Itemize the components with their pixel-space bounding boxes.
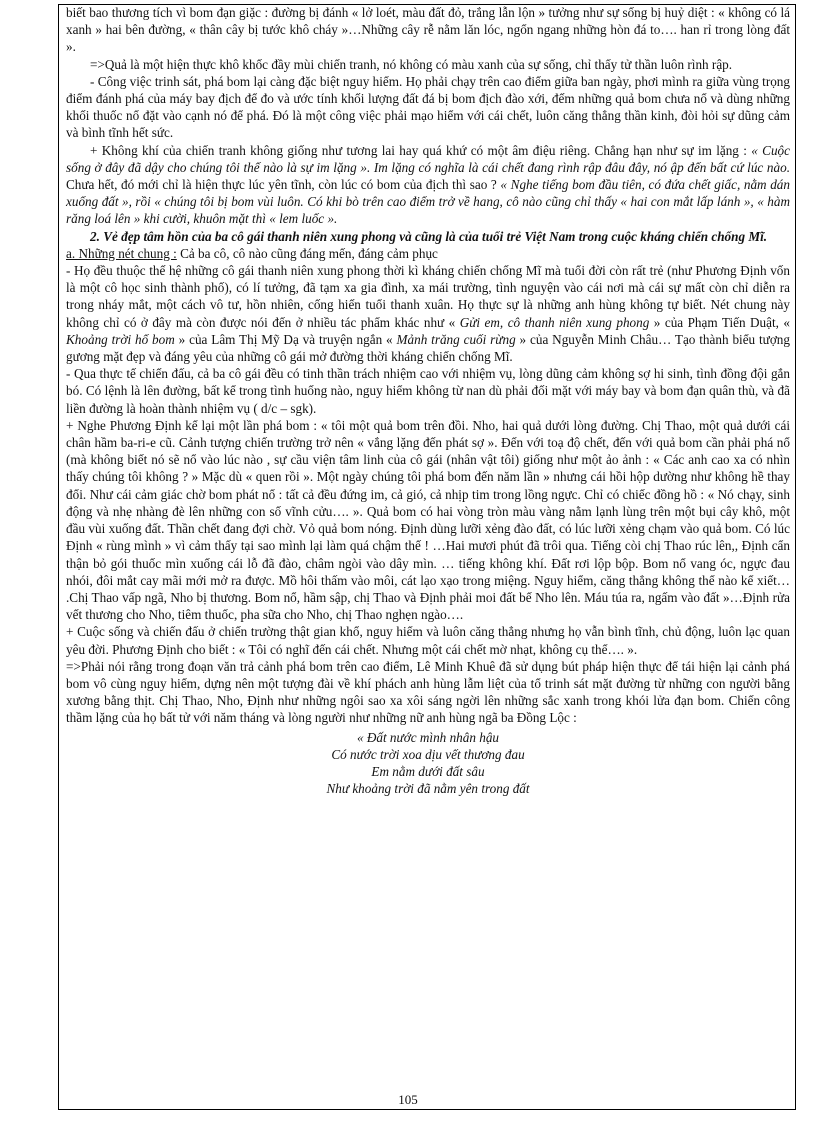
- paragraph-1: biết bao thương tích vì bom đạn giặc : đường bị đánh « lở loét, màu đất đỏ, trắng lẫn lộn » tưởng như sự sống bị huỷ diệt : « không có lá xanh » hai bên đường, « thân cây bị tước khô cháy »…Những cây rễ nằm lăn lóc, ngổn ngang những hòn đá to…. han rỉ trong lòng đất ».: [66, 5, 790, 55]
- paragraph-silence: [66, 142, 790, 228]
- work-title-3: Mảnh trăng cuối rừng: [396, 331, 516, 347]
- subsection-a-label: a. Những nét chung :: [66, 245, 177, 261]
- paragraph-bomb-story: + Nghe Phương Định kể lại một lần phá bom : « tôi một quả bom trên đồi. Nho, hai quả dưới lòng đường. Chị Thao, một quả dưới cái chân hầm ba-ri-e cũ. Cảnh tượng chiến trường trở nên « vắng lặng đến phát sợ ». Đến với toạ độ chết, đến với quả bom cần phải phá nổ (mà không biết nó sẽ nổ vào lúc nào , sự cầu viện tâm linh của cô gái (nhân vật tôi) giống như một ảo ảnh : « Các anh cao xa có nhìn thấy chúng tôi không ? » Mặc dù « quen rồi ». Một ngày chúng tôi phá bom đến năm lần » nhưng cái hồi hộp dường như không hề thay đổi. Như cái cảm giác chờ bom phát nổ : tất cả đều đứng im, cả gió, cả nhịp tim trong lồng ngực. Chỉ có chiếc đồng hồ : « Nó chạy, sinh động và nhẹ nhàng đè lên những con số vĩnh cửu…. ». Quả bom có hai vòng tròn màu vàng nằm lạnh lùng trên một bụi cây khô, một đầu vùi xuống đất. Thần chết đang đợi chờ. Vỏ quả bom nóng. Định dùng lưỡi xẻng đào đất, có lúc lưỡi xẻng chạm vào quả bom. Có lúc Định « rùng mình » vì cảm thấy tại sao mình lại làm quá chậm thế ! …Hai mươi phút đã trôi qua. Tiếng còi chị Thao rúc lên,, Định cẩn thận bỏ gói thuốc mìn xuống cái lỗ đã đào, châm ngòi vào dây mìn. … tiếng không khí. Đất rơi lộp bộp. Bom nổ vang óc, ngực đau nhói, đôi mắt cay mãi mới mở ra được. Mồ hôi thấm vào môi, cát lạo xạo trong miệng. Nguy hiểm, căng thẳng không thể nào kể xiết… .Chị Thao vấp ngã, Nho bị thương. Bom nổ, hầm sập, chị Thao và Định phải moi đất bế Nho lên. Máu túa ra, ngấm vào đất »…Định rửa vết thương cho Nho, tiêm thuốc, pha sữa cho Nho, chị Thao nghẹn ngào….: [66, 417, 790, 623]
- poem-quote: [66, 729, 790, 798]
- poem-line: « Đất nước mình nhân hậu: [356, 729, 500, 745]
- work-title-2: Khoảng trời hố bom: [66, 331, 175, 347]
- page-number: 105: [398, 1092, 418, 1107]
- silence-quote-a: « Cuộc sống ở đây đã dậy cho chúng tôi thế nào là sự im lặng ». Im lặng có nghĩa là cái chết đang rình rập đâu đây, nó ập đến bất cứ lúc nào.: [66, 142, 790, 175]
- paragraph-conclusion-2: =>Phải nói rằng trong đoạn văn trả cảnh phá bom trên cao điểm, Lê Minh Khuê đã sử dụng bút pháp hiện thực để tái hiện lại cảnh phá bom vô cùng nguy hiểm, dựng nên một tượng đài về khí phách anh hùng lẫm liệt của tổ trinh sát mặt đường từ những con người bằng xương bằng thịt. Chị Thao, Nho, Định như những ngôi sao xa xôi sáng ngời lên những sắc xanh trong khói lửa đạn bom. Chiến công thầm lặng của họ bất tử với năm tháng và lòng người như những nữ anh hùng ngã ba Đồng Lộc :: [66, 658, 790, 726]
- traits-text-c: » của Lâm Thị Mỹ Dạ và truyện ngắn «: [174, 331, 397, 347]
- subsection-a: [66, 245, 790, 262]
- traits-text-d: » của Nguyễn Minh Châu… Tạo thành biểu tượng gương mặt đẹp và đáng yêu của những cô gái mở đường thời kháng chiến chống Mĩ.: [66, 331, 790, 365]
- silence-text-b: Chưa hết, đó mới chỉ là hiện thực lúc yên tĩnh, còn lúc có bom của địch thì sao ?: [66, 177, 501, 193]
- paragraph-optimism: + Cuộc sống và chiến đấu ở chiến trường thật gian khổ, nguy hiểm và luôn căng thẳng nhưng họ vẫn bình tĩnh, chủ động, luôn lạc quan yêu đời. Phương Định cho biết : « Tôi có nghĩ đến cái chết. Nhưng một cái chết mờ nhạt, không cụ thể…. ».: [66, 624, 790, 657]
- paragraph-common-traits: [66, 262, 790, 365]
- paragraph-recon-work: - Công việc trinh sát, phá bom lại càng đặc biệt nguy hiểm. Họ phải chạy trên cao điểm giữa ban ngày, phơi mình ra giữa vùng trọng điểm đánh phá của máy bay địch để đo và ước tính khối lượng đất đá bị bom địch đào xới, đếm những quả bom chưa nổ và dùng những khối thuốc nổ đặt vào cạnh nó để phá. Đó là một công việc phải mạo hiểm với cái chết, luôn căng thẳng thần kinh, đòi hỏi sự dũng cảm và bình tĩnh hết sức.: [66, 73, 790, 141]
- paragraph-responsibility: - Qua thực tế chiến đấu, cả ba cô gái đều có tinh thần trách nhiệm cao với nhiệm vụ, lòng dũng cảm không sợ hi sinh, tình đồng đội gắn bó. Có lệnh là lên đường, bất kể trong tình huống nào, nguy hiểm không từ nan dù phải đối mặt với máy bay và bom đạn quân thù, và đã liền đường là hoàn thành nhiệm vụ ( d/c – sgk).: [66, 366, 790, 416]
- subsection-a-text: Cả ba cô, cô nào cũng đáng mến, đáng cảm phục: [176, 245, 438, 261]
- work-title-1: Gửi em, cô thanh niên xung phong: [459, 314, 650, 330]
- document-body: [66, 4, 790, 797]
- poem-line: Có nước trời xoa dịu vết thương đau: [331, 746, 525, 762]
- silence-quote-b: « Nghe tiếng bom đầu tiên, có đứa chết giấc, nằm dán xuống đất », rồi « chúng tôi bị bom vùi luôn. Có khi bò trên cao điểm trở về hang, cô nào cũng chỉ thấy « hai con mắt lấp lánh », « hàm răng loá lên » khi cười, khuôn mặt thì « lem luốc ».: [66, 177, 790, 227]
- poem-line: Như khoảng trời đã nằm yên trong đất: [326, 781, 530, 797]
- paragraph-conclusion-1: =>Quả là một hiện thực khô khốc đầy mùi chiến tranh, nó không có màu xanh của sự sống, chỉ thấy tử thần luôn rình rập.: [90, 56, 733, 72]
- section-heading-2: 2. Vẻ đẹp tâm hồn của ba cô gái thanh niên xung phong và cũng là của tuổi trẻ Việt Nam trong cuộc kháng chiến chống Mĩ.: [90, 228, 768, 244]
- poem-line: Em nằm dưới đất sâu: [371, 763, 485, 779]
- silence-text-a: + Không khí của chiến tranh không giống như tương lai hay quá khứ có một âm điệu riêng. Chẳng hạn như sự im lặng :: [90, 142, 752, 158]
- traits-text-a: - Họ đều thuộc thế hệ những cô gái thanh niên xung phong thời kì kháng chiến chống Mĩ mà tuổi đời còn rất trẻ (như Phương Định vốn là một cô học sinh thành phố), có lí tưởng, đã tạm xa gia đình, xa mái trường, tình nguyện vào cái nơi mà cái sự mất còn chỉ diễn ra trong nháy mắt, một cách vô tư, hồn nhiên, cống hiến tuổi thanh xuân. Họ thực sự là những anh hùng không tự biết. Nét chung này không chỉ có ở đây mà còn được nói đến ở nhiều tác phẩm khác như «: [66, 263, 790, 330]
- traits-text-b: » của Phạm Tiến Duật, «: [649, 314, 791, 330]
